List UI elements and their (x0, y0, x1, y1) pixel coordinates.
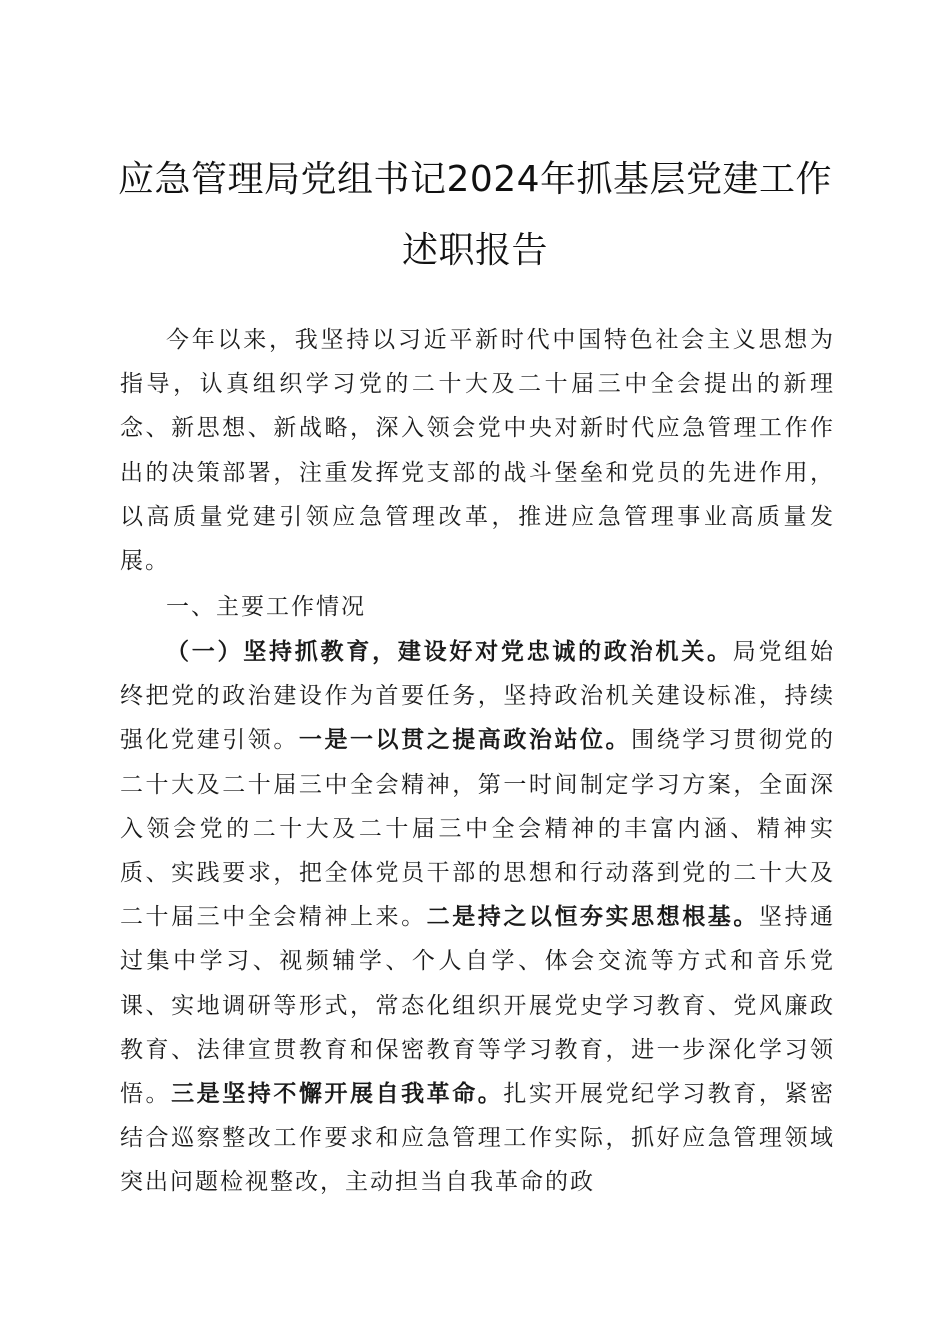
intro-paragraph: 今年以来，我坚持以习近平新时代中国特色社会主义思想为指导，认真组织学习党的二十大及二十届三中全会提出的新理念、新思想、新战略，深入领会党中央对新时代应急管理工作作出的决策部署，注重发挥党支部的战斗堡垒和党员的先进作用，以高质量党建引领应急管理改革，推进应急管理事业高质量发展。 (120, 327, 835, 575)
item-heading-education: （一）坚持抓教育，建设好对党忠诚的政治机关。 (166, 639, 733, 665)
point-heading-self-revolution: 三是坚持不懈开展自我革命。 (171, 1081, 504, 1108)
document-title-line-2: 述职报告 (401, 230, 548, 271)
section-paragraph-education (120, 630, 835, 1205)
document-title-line-1: 应急管理局党组书记2024年抓基层党建工作 (117, 159, 833, 200)
point-text-self-revolution: 扎实开展党纪学习教育，紧密结合巡察整改工作要求和应急管理工作实际，抓好应急管理领域突出问题检视整改，主动担当自我革命的政 (120, 1081, 836, 1196)
section-heading-main-work: 一、主要工作情况 (166, 594, 366, 620)
item-text-education: 局党组始终把党的政治建设作为首要任务，坚持政治机关建设标准，持续强化党建引领。 (120, 639, 836, 754)
point-heading-political-standing: 一是一以贯之提高政治站位。 (298, 727, 632, 754)
point-heading-ideological-foundation: 二是持之以恒夯实思想根基。 (426, 904, 759, 931)
point-text-ideological-foundation: 坚持通过集中学习、视频辅学、个人自学、体会交流等方式和音乐党课、实地调研等形式，常态化组织开展党史学习教育、党风廉政教育、法律宣贯教育和保密教育等学习教育，进一步深化学习领悟。 (120, 904, 836, 1108)
point-text-political-standing: 围绕学习贯彻党的二十大及二十届三中全会精神，第一时间制定学习方案，全面深入领会党的二十大及二十届三中全会精神的丰富内涵、精神实质、实践要求，把全体党员干部的思想和行动落到党的二十大及二十届三中全会精神上来。 (120, 727, 836, 931)
